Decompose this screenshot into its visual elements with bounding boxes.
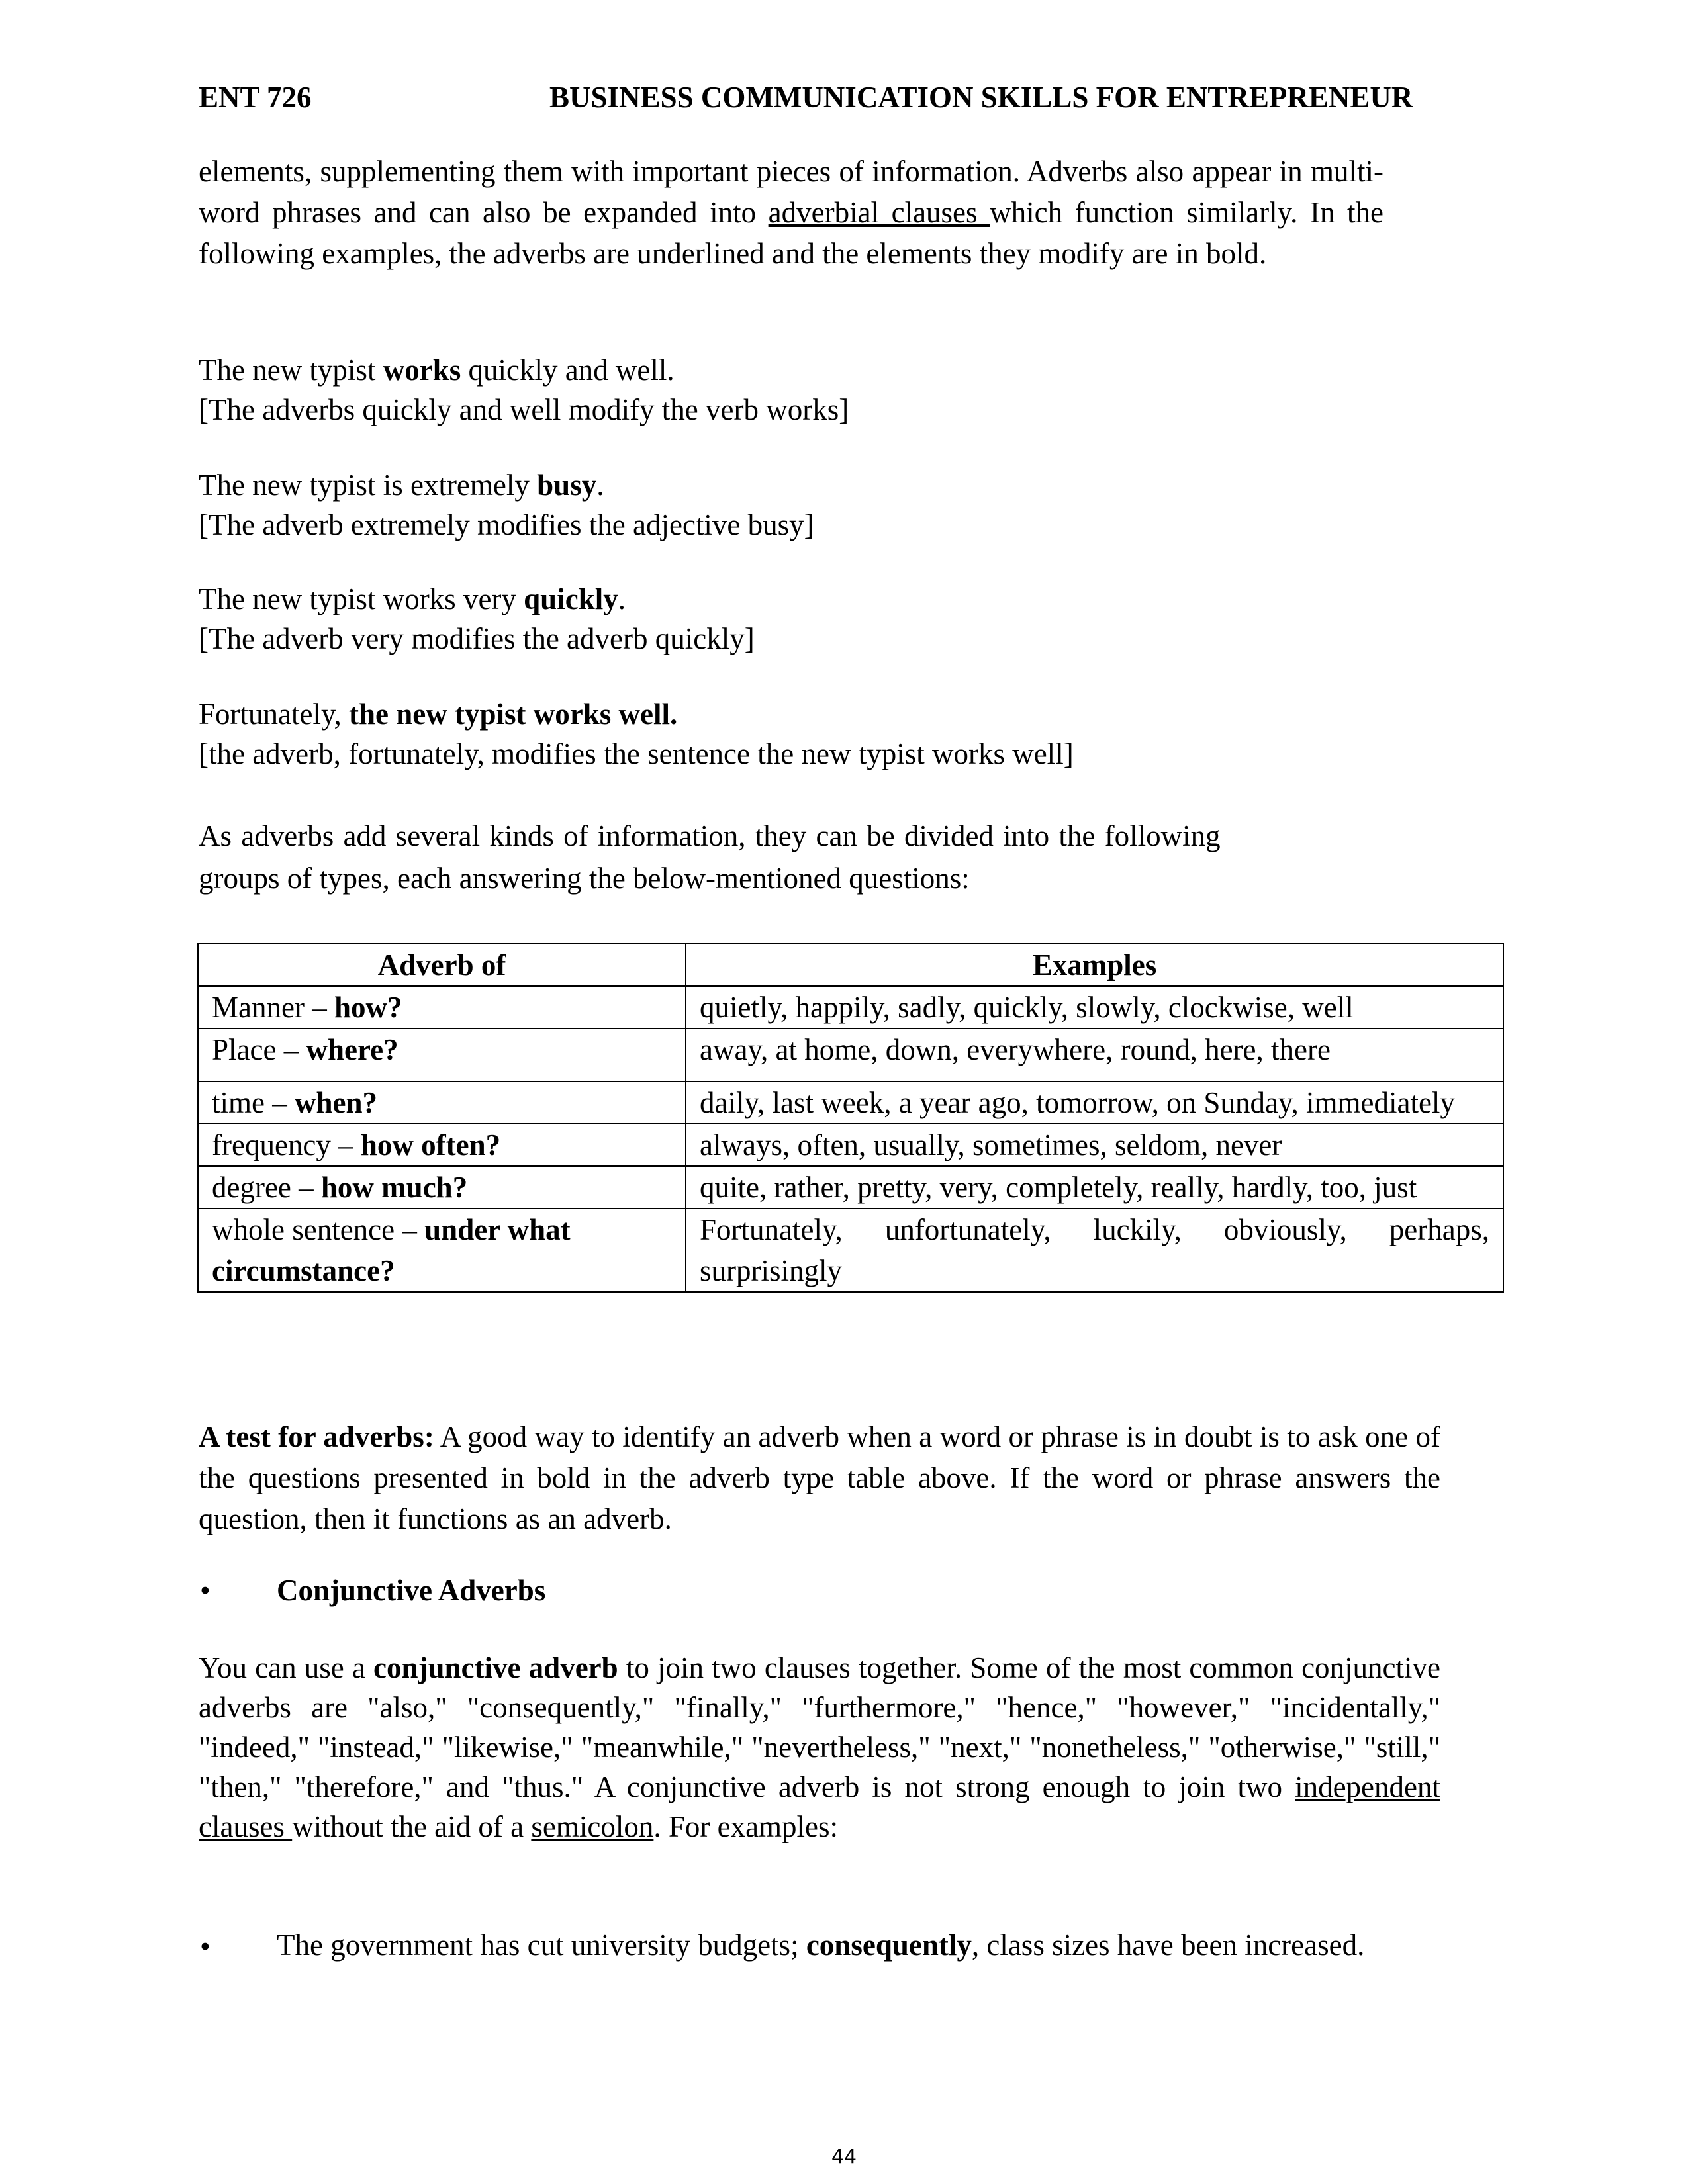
conjunctive-text: to join two clauses together. Some of the most common conjunctive adverbs are "also," "consequently," "finally," "furthermore," "hence," "however," "incidentally," "indeed," "instead," "likewise," "meanwhile," "nevertheless," "next," "nonetheless," "otherwise," "still," "then," "therefore," and "thus." A conjunctive adverb is not strong enough to join two: [199, 1651, 1440, 1803]
adverb-type: time –: [212, 1086, 295, 1119]
example-bold: works: [383, 353, 461, 387]
adverb-type: Manner –: [212, 991, 334, 1024]
adverb-type-cell: [198, 1081, 686, 1124]
adverb-type: degree –: [212, 1171, 321, 1204]
example-text: .: [596, 469, 604, 502]
example-bold: busy: [537, 469, 597, 502]
conjunctive-paragraph: [199, 1648, 1440, 1846]
example-text: The new typist works very: [199, 582, 524, 615]
example-text: The new typist: [199, 353, 383, 387]
table-row: [198, 1124, 1503, 1166]
example-sentence: [199, 694, 677, 735]
section-heading: Conjunctive Adverbs: [277, 1574, 546, 1607]
groups-intro-line: As adverbs add several kinds of information, they can be divided into the following: [199, 819, 1221, 852]
example-text: .: [618, 582, 626, 615]
independent-clauses-link[interactable]: independent clauses: [199, 1770, 1440, 1843]
section-bullet: •: [200, 1574, 211, 1607]
adverb-examples-cell: away, at home, down, everywhere, round, here, there: [686, 1028, 1503, 1081]
example-bullet-pre: The government has cut university budgets;: [277, 1929, 806, 1962]
table-header-cell: Adverb of: [198, 944, 686, 986]
adverb-examples-cell: always, often, usually, sometimes, seldom, never: [686, 1124, 1503, 1166]
conjunctive-bold: conjunctive adverb: [373, 1651, 618, 1684]
example-bullet-post: , class sizes have been increased.: [971, 1929, 1365, 1962]
example-bold: quickly: [524, 582, 618, 615]
adverb-examples-cell: quietly, happily, sadly, quickly, slowly, clockwise, well: [686, 986, 1503, 1028]
adverbial-clauses-link[interactable]: adverbial clauses: [768, 196, 990, 229]
example-bold: the new typist works well.: [349, 698, 678, 731]
adverb-type-cell: [198, 1208, 686, 1292]
adverb-question: how?: [334, 991, 402, 1024]
example-bullet: •: [200, 1930, 211, 1963]
adverb-examples-cell: quite, rather, pretty, very, completely, really, hardly, too, just: [686, 1166, 1503, 1208]
adverb-test-paragraph: [199, 1416, 1440, 1539]
adverb-type: Place –: [212, 1033, 306, 1066]
semicolon-link[interactable]: semicolon: [531, 1810, 654, 1843]
example-sentence: [199, 578, 626, 619]
example-text: Fortunately,: [199, 698, 350, 731]
adverb-types-table: [197, 943, 1504, 1293]
table-row: [198, 1208, 1503, 1292]
example-note: [The adverbs quickly and well modify the verb works]: [199, 393, 849, 426]
table-row: [198, 986, 1503, 1028]
course-code: ENT 726: [199, 81, 312, 114]
table-header-row: [198, 944, 1503, 986]
example-text: quickly and well.: [461, 353, 675, 387]
adverb-question: how often?: [360, 1128, 501, 1161]
adverb-question: how much?: [320, 1171, 468, 1204]
example-note: [the adverb, fortunately, modifies the sentence the new typist works well]: [199, 737, 1074, 770]
adverb-type: frequency –: [212, 1128, 361, 1161]
adverb-type-cell: [198, 1124, 686, 1166]
adverb-type-cell: [198, 1028, 686, 1081]
course-title: BUSINESS COMMUNICATION SKILLS FOR ENTREPRENEUR: [549, 81, 1413, 114]
example-bullet-bold: consequently: [806, 1929, 972, 1962]
table-row: [198, 1166, 1503, 1208]
adverb-question: where?: [306, 1033, 399, 1066]
example-bullet-text: [277, 1926, 1440, 1964]
example-sentence: [199, 349, 675, 390]
adverb-question: under what circumstance?: [212, 1213, 571, 1287]
adverb-examples-cell: Fortunately, unfortunately, luckily, obviously, perhaps, surprisingly: [686, 1208, 1503, 1292]
adverb-examples-cell: daily, last week, a year ago, tomorrow, on Sunday, immediately: [686, 1081, 1503, 1124]
intro-text: elements, supplementing them with important pieces of information. Adverbs also appear in multi-word phrases and can also be expanded into: [199, 155, 1383, 229]
table-row: [198, 1081, 1503, 1124]
conjunctive-text: without the aid of a: [292, 1810, 532, 1843]
groups-intro-line: groups of types, each answering the below-mentioned questions:: [199, 862, 970, 895]
example-text: The new typist is extremely: [199, 469, 538, 502]
adverb-test-text: A good way to identify an adverb when a word or phrase is in doubt is to ask one of the questions presented in bold in the adverb type table above. If the word or phrase answers the question, then it functions as an adverb.: [199, 1420, 1440, 1535]
adverb-type-cell: [198, 986, 686, 1028]
adverb-test-label: A test for adverbs:: [199, 1420, 434, 1453]
adverb-type-cell: [198, 1166, 686, 1208]
example-note: [The adverb extremely modifies the adjective busy]: [199, 508, 814, 541]
example-note: [The adverb very modifies the adverb quickly]: [199, 622, 755, 655]
adverb-question: when?: [294, 1086, 378, 1119]
intro-text-end: which function similarly. In the following examples, the adverbs are underlined and the elements they modify are in bold.: [199, 196, 1383, 270]
page-number: 44: [831, 2146, 857, 2169]
example-sentence: [199, 465, 604, 506]
conjunctive-text: . For examples:: [653, 1810, 839, 1843]
table-row: [198, 1028, 1503, 1081]
table-header-cell: Examples: [686, 944, 1503, 986]
conjunctive-text: You can use a: [199, 1651, 374, 1684]
intro-paragraph: [199, 151, 1383, 274]
adverb-type: whole sentence –: [212, 1213, 425, 1246]
